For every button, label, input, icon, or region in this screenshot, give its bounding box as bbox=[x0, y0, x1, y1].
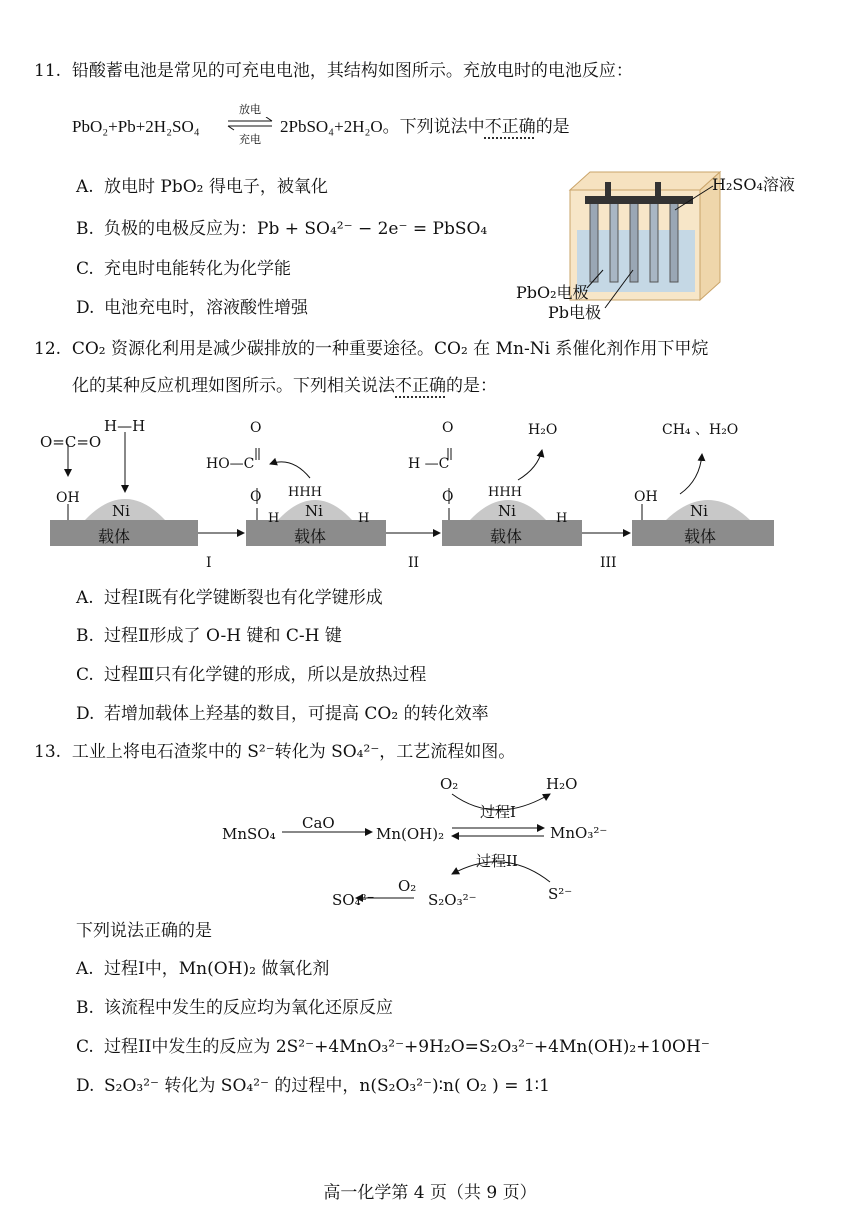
label-o-3a: O bbox=[442, 420, 454, 436]
q11-equation-right: 2PbSO₄+2H₂O。下列说法中不正确的是 bbox=[280, 117, 570, 136]
label-hhh-2: HHH bbox=[288, 485, 323, 500]
q13-stem: 13. 工业上将电石渣浆中的 S²⁻转化为 SO₄²⁻，工艺流程如图。 bbox=[34, 742, 516, 762]
label-step-1: I bbox=[206, 555, 212, 571]
label-oh-1: OH bbox=[56, 490, 80, 506]
label-h2o-top: H₂O bbox=[546, 775, 578, 793]
q13-lead: 下列说法正确的是 bbox=[76, 921, 212, 941]
label-o-2b: O bbox=[250, 489, 262, 505]
label-h2: H—H bbox=[104, 417, 146, 435]
label-ni-1: Ni bbox=[112, 502, 130, 520]
label-mno3: MnO₃²⁻ bbox=[550, 824, 608, 842]
q11-equation: PbO₂+Pb+2H₂SO₄ bbox=[72, 117, 200, 136]
label-o-2a: O bbox=[250, 420, 262, 436]
label-h-3: H bbox=[556, 511, 568, 526]
q11-option-a: A. 放电时 PbO₂ 得电子，被氧化 bbox=[76, 177, 328, 197]
q13-option-d: D. S₂O₃²⁻ 转化为 SO₄²⁻ 的过程中，n(S₂O₃²⁻)∶n( O₂ ) = 1∶1 bbox=[76, 1076, 550, 1096]
q12-option-c: C. 过程Ⅲ只有化学键的形成，所以是放热过程 bbox=[76, 665, 427, 685]
q11-option-c: C. 充电时电能转化为化学能 bbox=[76, 259, 291, 279]
q12-stem-1: 12. CO₂ 资源化利用是减少碳排放的一种重要途径。CO₂ 在 Mn-Ni 系催化剂作用下甲烷 bbox=[34, 339, 709, 359]
label-cao: CaO bbox=[302, 814, 335, 832]
q12-emphasis: 不正确 bbox=[395, 376, 446, 396]
label-pbo2-electrode: PbO₂电极 bbox=[516, 283, 589, 302]
q12-stem-2: 化的某种反应机理如图所示。下列相关说法不正确的是： bbox=[72, 376, 497, 396]
label-ho-c: HO—C bbox=[206, 456, 255, 472]
label-o2-bottom: O₂ bbox=[398, 877, 417, 895]
page-footer: 高一化学第 4 页（共 9 页） bbox=[323, 1183, 537, 1203]
label-ni-2: Ni bbox=[305, 502, 323, 520]
label-hhh-3: HHH bbox=[488, 485, 523, 500]
label-o2-top: O₂ bbox=[440, 775, 459, 793]
q13-option-b: B. 该流程中发生的反应均为氧化还原反应 bbox=[76, 998, 393, 1018]
q13-option-c: C. 过程II中发生的反应为 2S²⁻+4MnO₃²⁻+9H₂O=S₂O₃²⁻+4Mn(OH)₂+10OH⁻ bbox=[76, 1037, 710, 1057]
label-process-2: 过程II bbox=[476, 852, 518, 870]
q13-option-a: A. 过程I中，Mn(OH)₂ 做氧化剂 bbox=[76, 959, 330, 979]
label-support-2: 载体 bbox=[294, 527, 327, 546]
label-o-3b: O bbox=[442, 489, 454, 505]
label-step-2: II bbox=[408, 555, 420, 571]
label-process-1: 过程I bbox=[480, 803, 516, 821]
q11-stem: 11. 铅酸蓄电池是常见的可充电电池，其结构如图所示。充放电时的电池反应： bbox=[34, 61, 633, 81]
label-mnso4: MnSO₄ bbox=[222, 825, 276, 843]
label-s2: S²⁻ bbox=[548, 885, 573, 903]
label-so4: SO₄²⁻ bbox=[332, 891, 375, 909]
label-ch4-h2o: CH₄ 、H₂O bbox=[662, 422, 739, 438]
label-h2o-3: H₂O bbox=[528, 422, 558, 438]
q11-option-b: B. 负极的电极反应为：Pb + SO₄²⁻ − 2e⁻ = PbSO₄ bbox=[76, 219, 488, 239]
label-s2o3: S₂O₃²⁻ bbox=[428, 891, 477, 909]
q11-emphasis: 不正确 bbox=[484, 117, 536, 136]
label-mnoh2: Mn(OH)₂ bbox=[376, 825, 445, 843]
label-h-2a: H bbox=[268, 511, 280, 526]
label-step-3: III bbox=[600, 555, 617, 571]
label-h2so4-solution: H₂SO₄溶液 bbox=[712, 175, 795, 194]
label-support-1: 载体 bbox=[98, 527, 131, 546]
label-oh-4: OH bbox=[634, 489, 658, 505]
q12-option-b: B. 过程Ⅱ形成了 O-H 键和 C-H 键 bbox=[76, 626, 342, 646]
q12-option-a: A. 过程Ⅰ既有化学键断裂也有化学键形成 bbox=[76, 588, 383, 608]
label-co2: O=C=O bbox=[40, 433, 102, 451]
label-ni-4: Ni bbox=[690, 502, 708, 520]
label-support-4: 载体 bbox=[684, 527, 717, 546]
label-h-c: H —C bbox=[408, 456, 450, 472]
q12-option-d: D. 若增加载体上羟基的数目，可提高 CO₂ 的转化效率 bbox=[76, 704, 489, 724]
label-h-2b: H bbox=[358, 511, 370, 526]
q11-option-d: D. 电池充电时，溶液酸性增强 bbox=[76, 298, 308, 318]
label-ni-3: Ni bbox=[498, 502, 516, 520]
label-pb-electrode: Pb电极 bbox=[548, 303, 602, 322]
label-support-3: 载体 bbox=[490, 527, 523, 546]
q11-reversible-arrow: 放电 充电 bbox=[226, 103, 274, 149]
